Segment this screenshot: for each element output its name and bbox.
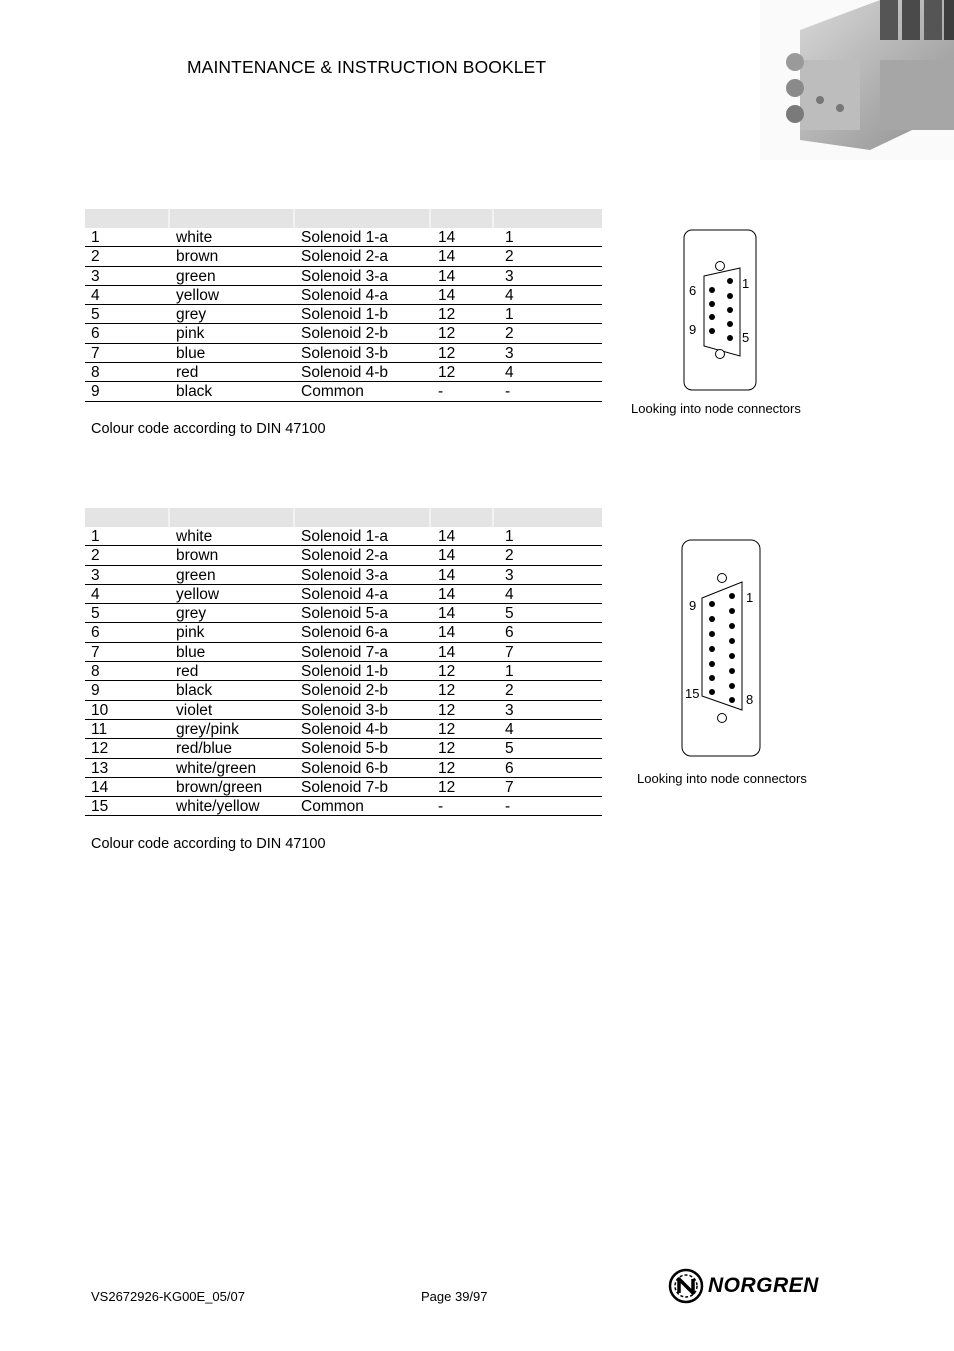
table-cell: 3 xyxy=(505,701,514,719)
table-cell: Common xyxy=(301,383,364,401)
table-cell: 6 xyxy=(505,624,514,642)
table-cell: white xyxy=(176,528,213,545)
pin-label: 15 xyxy=(685,686,700,701)
table-cell: yellow xyxy=(176,286,220,304)
table-cell: 7 xyxy=(91,643,100,661)
table-cell: Solenoid 6-a xyxy=(301,624,389,642)
table-row xyxy=(85,585,602,604)
table-cell: brown/green xyxy=(176,778,263,796)
pin-label: 6 xyxy=(689,283,697,298)
table-cell: Solenoid 4-b xyxy=(301,364,389,382)
table-cell: blue xyxy=(176,643,206,661)
wiring-table-15pin xyxy=(85,508,602,816)
table-row xyxy=(85,643,602,662)
table-cell: 4 xyxy=(505,720,514,738)
table-cell: 2 xyxy=(91,248,100,266)
table-cell: violet xyxy=(176,701,213,719)
table-cell: 12 xyxy=(438,701,456,719)
table-cell: 12 xyxy=(91,740,109,758)
page-number: Page 39/97 xyxy=(421,1289,488,1304)
table-cell: 12 xyxy=(438,778,456,796)
table-row xyxy=(85,324,602,343)
table-cell: 5 xyxy=(505,605,514,623)
table-cell: white/yellow xyxy=(176,798,260,816)
table-cell: 12 xyxy=(438,306,456,324)
table-cell: grey/pink xyxy=(176,720,239,738)
table-cell: Solenoid 4-a xyxy=(301,286,389,304)
table-cell: Solenoid 1-a xyxy=(301,528,389,545)
table-cell: 4 xyxy=(505,286,514,304)
table-cell: 14 xyxy=(438,248,456,266)
table-cell: brown xyxy=(176,547,219,565)
table-cell: 12 xyxy=(438,344,456,362)
table-cell: red/blue xyxy=(176,740,233,758)
table-row xyxy=(85,566,602,585)
norgren-logo-icon xyxy=(668,1268,704,1304)
table-row xyxy=(85,546,602,565)
table-row xyxy=(85,623,602,642)
table-cell: Solenoid 3-b xyxy=(301,344,389,362)
table-cell: white/green xyxy=(176,759,257,777)
table-cell: 3 xyxy=(505,267,514,285)
table-cell: black xyxy=(176,383,213,401)
table-cell: 6 xyxy=(505,759,514,777)
table-cell: 8 xyxy=(91,364,100,382)
table-cell: 6 xyxy=(91,624,100,642)
table-cell: - xyxy=(505,798,511,816)
table-cell: 12 xyxy=(438,740,456,758)
table-cell: 7 xyxy=(505,643,514,661)
pin-label: 9 xyxy=(689,598,697,613)
table-cell: 1 xyxy=(91,528,100,545)
table-cell: Solenoid 7-b xyxy=(301,778,389,796)
table-row xyxy=(85,797,602,816)
table-row xyxy=(85,604,602,623)
table-cell: 1 xyxy=(505,663,514,681)
table-row xyxy=(85,344,602,363)
table-row xyxy=(85,662,602,681)
table-cell: 14 xyxy=(438,605,456,623)
table-cell: 1 xyxy=(91,229,100,246)
table-row xyxy=(85,267,602,286)
table-cell: Solenoid 4-a xyxy=(301,585,389,603)
table-cell: pink xyxy=(176,325,205,343)
table-row xyxy=(85,720,602,739)
table-cell: Solenoid 2-a xyxy=(301,547,389,565)
table-cell: Solenoid 2-b xyxy=(301,325,389,343)
table-cell: 14 xyxy=(438,229,456,246)
table-cell: 14 xyxy=(438,528,456,545)
table-cell: 2 xyxy=(505,248,514,266)
table-cell: 7 xyxy=(505,778,514,796)
table-cell: 4 xyxy=(91,585,100,603)
table-cell: - xyxy=(505,383,511,401)
table-cell: 7 xyxy=(91,344,100,362)
table-cell: Solenoid 1-b xyxy=(301,306,389,324)
table-row xyxy=(85,739,602,758)
table-cell: 11 xyxy=(91,720,108,738)
table-row xyxy=(85,382,602,401)
table-row xyxy=(85,701,602,720)
table-row xyxy=(85,778,602,797)
table-cell: Solenoid 2-a xyxy=(301,248,389,266)
table-cell: red xyxy=(176,364,199,382)
colour-code-note: Colour code according to DIN 47100 xyxy=(91,836,326,852)
connector-15pin-diagram xyxy=(680,538,764,760)
table-cell: 1 xyxy=(505,306,514,324)
table-row xyxy=(85,759,602,778)
table-cell: 12 xyxy=(438,720,456,738)
table-cell: yellow xyxy=(176,585,220,603)
table-cell: 5 xyxy=(505,740,514,758)
table-cell: 14 xyxy=(438,547,456,565)
wiring-table-9pin xyxy=(85,209,602,402)
table-cell: 5 xyxy=(91,306,100,324)
table-cell: 6 xyxy=(91,325,100,343)
table-cell: 14 xyxy=(438,643,456,661)
brand-name: NORGREN xyxy=(708,1274,819,1297)
table-cell: Solenoid 1-b xyxy=(301,663,389,681)
table-cell: 14 xyxy=(438,585,456,603)
table-cell: Solenoid 7-a xyxy=(301,643,389,661)
table-cell: 13 xyxy=(91,759,109,777)
connector-9pin-diagram xyxy=(682,228,762,394)
table-cell: blue xyxy=(176,344,206,362)
table-cell: 14 xyxy=(438,286,456,304)
table-cell: 9 xyxy=(91,682,100,700)
pin-label: 1 xyxy=(742,276,750,291)
document-code: VS2672926-KG00E_05/07 xyxy=(91,1289,245,1304)
table-cell: 12 xyxy=(438,759,456,777)
table-cell: 4 xyxy=(505,585,514,603)
table-row xyxy=(85,681,602,700)
table-cell: - xyxy=(438,798,444,816)
pin-label: 1 xyxy=(746,590,754,605)
table-cell: Solenoid 3-a xyxy=(301,267,389,285)
table-cell: Solenoid 6-b xyxy=(301,759,389,777)
table-cell: white xyxy=(176,229,213,246)
table-cell: Solenoid 1-a xyxy=(301,229,389,246)
table-cell: 8 xyxy=(91,663,100,681)
table-cell: 2 xyxy=(505,682,514,700)
table-cell: pink xyxy=(176,624,205,642)
pin-label: 9 xyxy=(689,322,697,337)
table-cell: Solenoid 2-b xyxy=(301,682,389,700)
colour-code-note: Colour code according to DIN 47100 xyxy=(91,421,326,437)
table-cell: 2 xyxy=(91,547,100,565)
table-cell: 1 xyxy=(505,528,514,545)
page-title: MAINTENANCE & INSTRUCTION BOOKLET xyxy=(187,57,547,77)
table-row xyxy=(85,363,602,382)
connector-caption: Looking into node connectors xyxy=(631,401,801,416)
table-cell: 4 xyxy=(91,286,100,304)
valve-manifold-image xyxy=(760,0,954,160)
table-cell: 4 xyxy=(505,364,514,382)
table-cell: 10 xyxy=(91,701,109,719)
table-cell: grey xyxy=(176,306,207,324)
table-cell: 3 xyxy=(505,566,514,584)
pin-label: 5 xyxy=(742,330,750,345)
table-row xyxy=(85,286,602,305)
table-cell: 9 xyxy=(91,383,100,401)
table-cell: green xyxy=(176,566,216,584)
table-cell: red xyxy=(176,663,199,681)
connector-caption: Looking into node connectors xyxy=(637,771,807,786)
table-cell: 3 xyxy=(505,344,514,362)
table-cell: Solenoid 3-b xyxy=(301,701,389,719)
table-header xyxy=(85,209,602,228)
table-cell: 1 xyxy=(505,229,514,246)
table-cell: 3 xyxy=(91,566,100,584)
table-cell: Solenoid 3-a xyxy=(301,566,389,584)
table-cell: black xyxy=(176,682,213,700)
table-cell: Solenoid 5-a xyxy=(301,605,389,623)
table-cell: 14 xyxy=(438,267,456,285)
table-cell: green xyxy=(176,267,216,285)
table-cell: Solenoid 4-b xyxy=(301,720,389,738)
table-cell: 2 xyxy=(505,547,514,565)
table-cell: brown xyxy=(176,248,219,266)
table-cell: 14 xyxy=(438,566,456,584)
table-cell: 14 xyxy=(438,624,456,642)
table-cell: 12 xyxy=(438,682,456,700)
table-cell: 3 xyxy=(91,267,100,285)
table-row xyxy=(85,247,602,266)
table-cell: 12 xyxy=(438,325,456,343)
table-row xyxy=(85,305,602,324)
table-cell: 5 xyxy=(91,605,100,623)
table-cell: 15 xyxy=(91,798,109,816)
table-row xyxy=(85,527,602,546)
table-cell: 12 xyxy=(438,364,456,382)
table-cell: - xyxy=(438,383,444,401)
table-cell: grey xyxy=(176,605,207,623)
table-cell: 12 xyxy=(438,663,456,681)
pin-label: 8 xyxy=(746,692,754,707)
table-row xyxy=(85,228,602,247)
table-cell: Common xyxy=(301,798,364,816)
table-cell: Solenoid 5-b xyxy=(301,740,389,758)
table-cell: 2 xyxy=(505,325,514,343)
table-header xyxy=(85,508,602,527)
table-cell: 14 xyxy=(91,778,109,796)
